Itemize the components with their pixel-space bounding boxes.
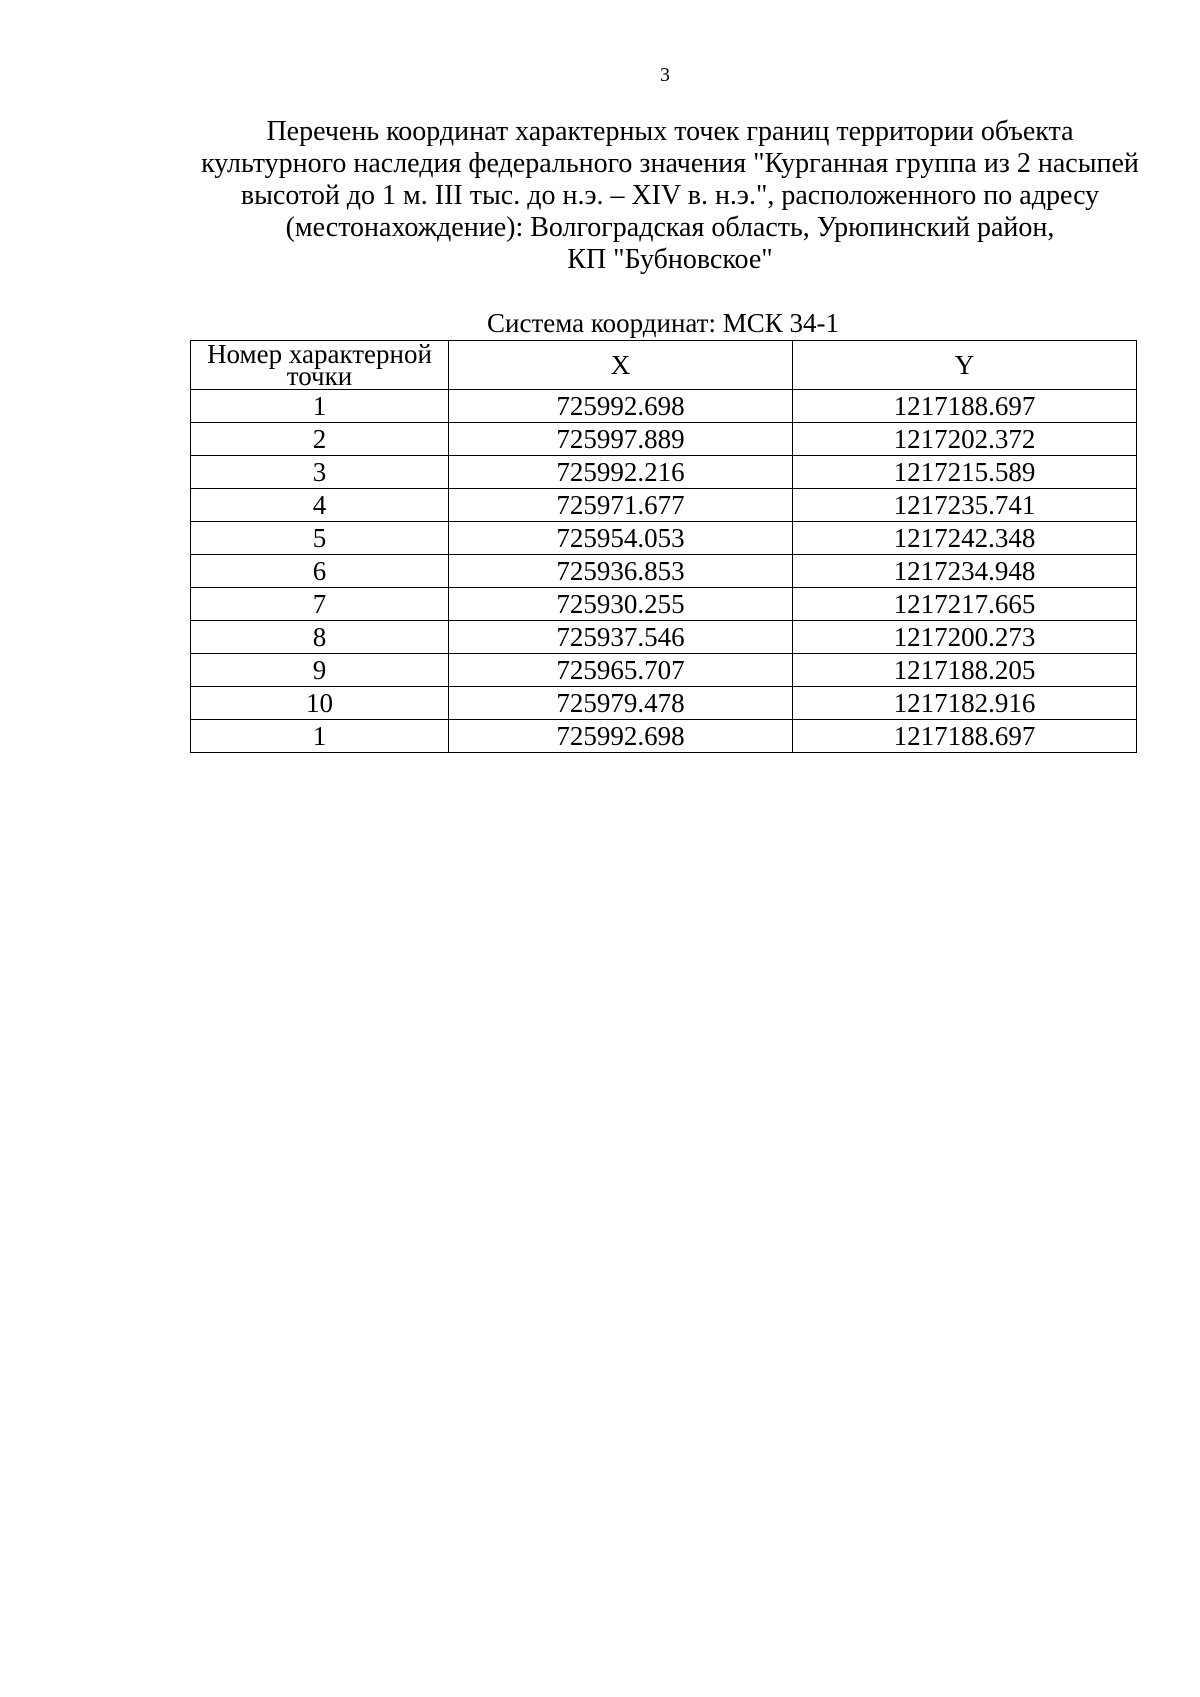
cell-x: 725954.053 xyxy=(449,522,793,555)
header-point-line1: Номер характерной xyxy=(207,339,432,369)
cell-x: 725965.707 xyxy=(449,654,793,687)
cell-x: 725979.478 xyxy=(449,687,793,720)
cell-x: 725930.255 xyxy=(449,588,793,621)
header-y: Y xyxy=(793,341,1137,390)
cell-x: 725971.677 xyxy=(449,489,793,522)
cell-y: 1217188.697 xyxy=(793,390,1137,423)
title-line: (местонахождение): Волгоградская область, Урюпинский район, xyxy=(285,212,1055,243)
cell-x: 725997.889 xyxy=(449,423,793,456)
cell-point: 10 xyxy=(191,687,449,720)
cell-point: 4 xyxy=(191,489,449,522)
title-line: КП "Бубновское" xyxy=(567,244,773,275)
table-row xyxy=(191,654,1137,687)
table-header-row xyxy=(191,341,1137,390)
cell-y: 1217202.372 xyxy=(793,423,1137,456)
cell-y: 1217234.948 xyxy=(793,555,1137,588)
page-number: 3 xyxy=(660,64,670,86)
header-point-line2: точки xyxy=(286,361,353,391)
cell-y: 1217188.205 xyxy=(793,654,1137,687)
cell-y: 1217182.916 xyxy=(793,687,1137,720)
document-title xyxy=(170,116,1170,276)
coordinate-system-label: Система координат: МСК 34-1 xyxy=(487,308,839,338)
cell-x: 725936.853 xyxy=(449,555,793,588)
cell-x: 725992.698 xyxy=(449,720,793,753)
table-row xyxy=(191,687,1137,720)
cell-point: 5 xyxy=(191,522,449,555)
cell-y: 1217200.273 xyxy=(793,621,1137,654)
title-line: культурного наследия федерального значения "Курганная группа из 2 насыпей xyxy=(201,148,1139,179)
table-row xyxy=(191,489,1137,522)
table-row xyxy=(191,423,1137,456)
cell-point: 1 xyxy=(191,390,449,423)
cell-y: 1217235.741 xyxy=(793,489,1137,522)
cell-point: 2 xyxy=(191,423,449,456)
title-line: высотой до 1 м. III тыс. до н.э. – XIV в. н.э.", расположенного по адресу xyxy=(240,180,1100,211)
cell-x: 725937.546 xyxy=(449,621,793,654)
cell-point: 8 xyxy=(191,621,449,654)
cell-point: 3 xyxy=(191,456,449,489)
cell-y: 1217242.348 xyxy=(793,522,1137,555)
cell-x: 725992.698 xyxy=(449,390,793,423)
header-point-number xyxy=(191,341,449,390)
table-row xyxy=(191,588,1137,621)
cell-y: 1217188.697 xyxy=(793,720,1137,753)
coordinates-table xyxy=(190,340,1137,753)
table-row xyxy=(191,390,1137,423)
table-row xyxy=(191,456,1137,489)
table-row xyxy=(191,621,1137,654)
table-row xyxy=(191,555,1137,588)
table-row xyxy=(191,720,1137,753)
cell-point: 7 xyxy=(191,588,449,621)
cell-y: 1217215.589 xyxy=(793,456,1137,489)
cell-y: 1217217.665 xyxy=(793,588,1137,621)
cell-point: 9 xyxy=(191,654,449,687)
cell-point: 1 xyxy=(191,720,449,753)
title-line: Перечень координат характерных точек границ территории объекта xyxy=(266,116,1074,147)
table-row xyxy=(191,522,1137,555)
cell-point: 6 xyxy=(191,555,449,588)
header-x: X xyxy=(449,341,793,390)
cell-x: 725992.216 xyxy=(449,456,793,489)
